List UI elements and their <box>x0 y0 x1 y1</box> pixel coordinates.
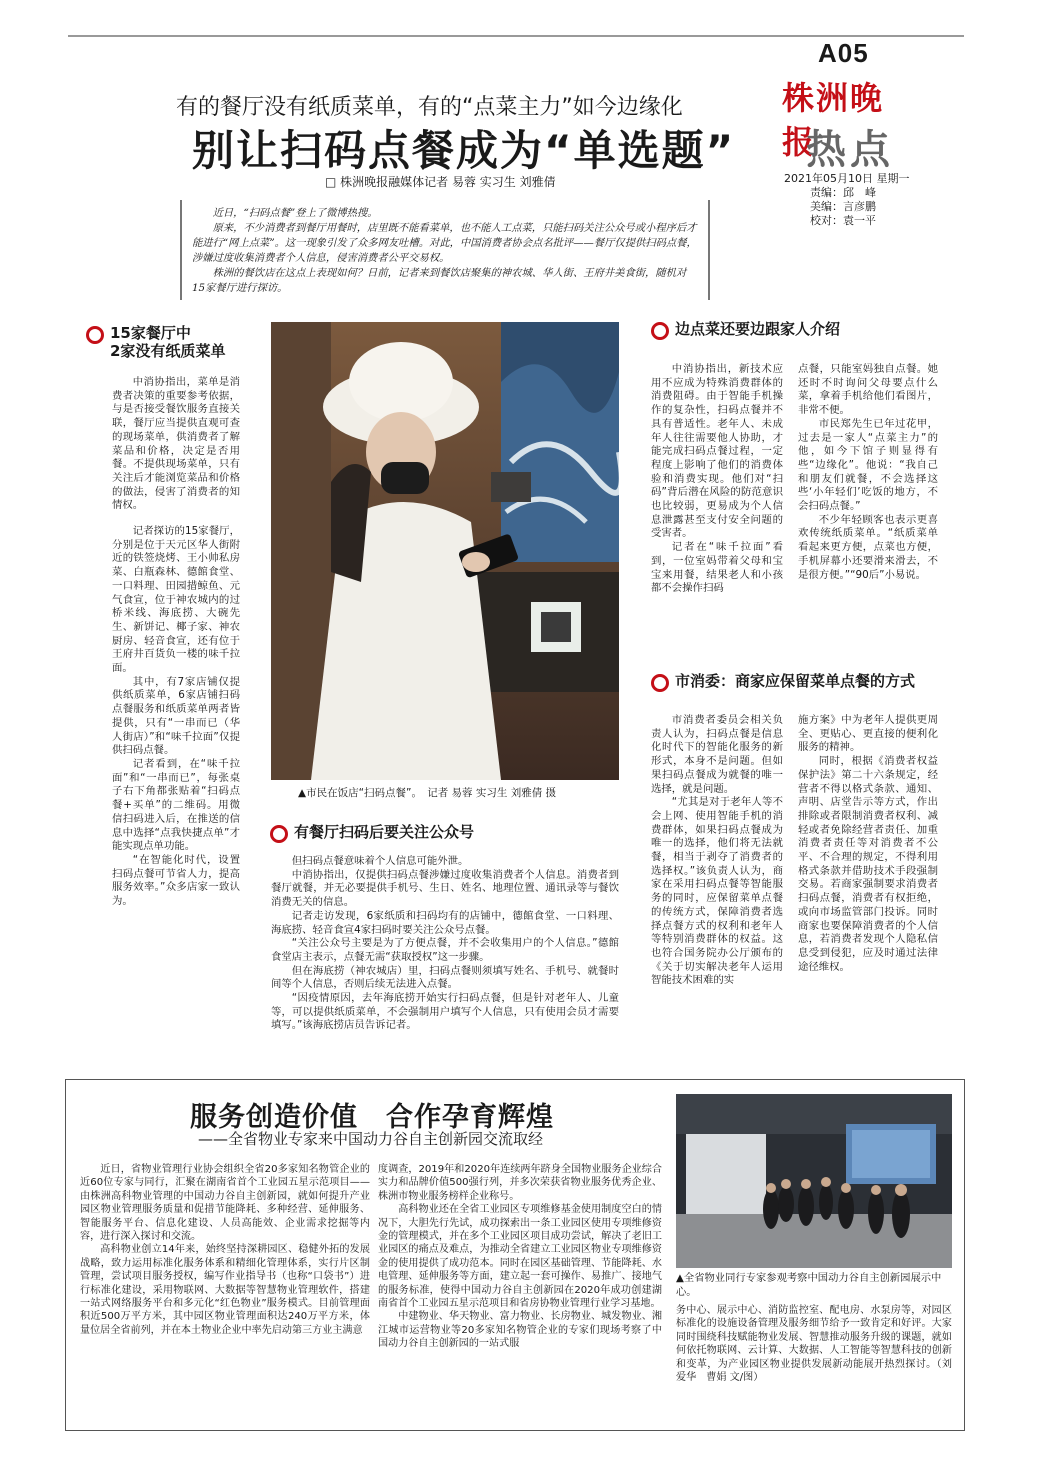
body-paragraph: 同时，根据《消费者权益保护法》第二十六条规定，经营者不得以格式条款、通知、声明、店堂告示等方式，作出排除或者限制消费者权利、减轻或者免除经营者责任、加重消费者责任等对消费者不公平、不合理的规定，不得利用格式条款并借助技术手段强制交易。若商家强制要求消费者扫码点餐，消费者有权拒绝，或向市场监管部门投诉。同时商家也要保障消费者的个人信息，若消费者发现个人隐私信息受到侵犯，应及时通过法律途径维权。 <box>798 755 938 973</box>
article-headline: 别让扫码点餐成为“单选题” <box>192 126 736 175</box>
issue-meta <box>784 172 910 228</box>
body-paragraph: 高科物业还在全省工业园区专项维修基金使用制度空白的情况下，大胆先行先试，成功探索出一条工业园区使用专项维修资金的管理模式，并在多个工业园区项目成功尝试，解决了老旧工业园区的痛点及难点，为推动全省建立工业园区物业专项维修资金的使用提供了成功范本。同时在园区基础管理、节能降耗、水电管理、延伸服务等方面，建立起一套可操作、易推广、接地气的服务标准，使得中国动力谷自主创新园在2020年成功创建湖南省首个工业园五星示范项目和省房协物业管理行业学习基地。 <box>378 1204 662 1310</box>
body-paragraph: 高科物业创立14年来，始终坚持深耕园区、稳健外拓的发展战略，致力运用标准化服务体系和精细化管理体系，实行片区制管理，尝试项目服务授权，编写作业指导书（也称“口袋书”）进行标准化建设，采用物联网、大数据等智慧物业管理软件，搭建一站式网络服务平台和多元化“红色物业”服务模式。目前管理面积近500万平方米，其中园区物业管理面积达240万平方米，体量位居全省前列，并在本土物业企业中率先启动第三方业主满意 <box>80 1244 370 1336</box>
section-4-col2 <box>798 714 938 974</box>
body-paragraph: 记者走访发现，6家纸质和扫码均有的店铺中，德館食堂、一口料理、海底捞、轻音食宣4家扫码时要关注公众号点餐。 <box>271 909 619 936</box>
feature-col1 <box>80 1163 370 1337</box>
body-paragraph: 其中，有7家店铺仅提供纸质菜单，6家店铺扫码点餐服务和纸质菜单两者皆提供，只有“一串而已（华人街店）”和“味千拉面”仅提供扫码点餐。 <box>112 675 240 757</box>
body-paragraph: 市民郑先生已年过花甲，过去是一家人“点菜主力”的他，如今下馆子则显得有些“边缘化”。他说：“我自己和朋友们就餐，不会选择这些‘小年轻们’吃饭的地方，不会扫码点餐。” <box>798 417 938 513</box>
photo-caption: ▲市民在饭店“扫码点餐”。 记者 易蓉 实习生 刘雅倩 摄 <box>298 787 557 799</box>
body-paragraph: 中消协指出，新技术应用不应成为特殊消费群体的消费阻碍。由于智能手机操作的复杂性，扫码点餐并不具有普适性。老年人、未成年人往往需要他人协助，才能完成扫码点餐过程，一定程度上影响了他们的消费体验和消费实现。他们对“扫码”背后潜在风险的防范意识也比较弱，更易成为个人信息泄露甚至支付安全问题的受害者。 <box>651 363 783 540</box>
proofreader-credit: 校对：袁一平 <box>810 214 876 227</box>
lead-box <box>180 200 710 300</box>
body-paragraph: 不少年轻顾客也表示更喜欢传统纸质菜单。“纸质菜单看起来更方便，点菜也方便，手机屏幕小还要滑来滑去，不是很方便。”“90后”小易说。 <box>798 513 938 581</box>
subhead-3-text: 边点菜还要边跟家人介绍 <box>675 320 841 338</box>
section-ring-icon <box>86 326 104 344</box>
designer-credit: 美编：言彦鹏 <box>810 200 876 213</box>
body-paragraph: 中消协指出，菜单是消费者决策的重要参考依据，与是否接受餐饮服务直接关联，餐厅应当提供直观可查的现场菜单，供消费者了解菜品和价格，决定是否用餐。不提供现场菜单，只有关注后才能浏览菜品和价格的做法，侵害了消费者的知情权。 <box>112 376 240 512</box>
lead-paragraph: 近日，“扫码点餐”登上了微博热搜。 <box>212 207 378 219</box>
article-byline: □ 株洲晚报融媒体记者 易蓉 实习生 刘雅倩 <box>325 175 556 189</box>
section-4-col1 <box>651 714 783 988</box>
subhead-1-line1: 15家餐厅中 <box>110 324 191 342</box>
photo-visit-exhibition <box>676 1094 952 1268</box>
feature-title: 服务创造价值 合作孕育辉煌 <box>190 1102 554 1133</box>
body-paragraph: 记者看到，在“味千拉面”和“一串而已”，每张桌子右下角都张贴着“扫码点餐+买单”的二维码。用微信扫码进入后，在推送的信息中选择“点我快捷点单”才能实现点单功能。 <box>112 757 240 853</box>
photo-woman-scanning-qr <box>271 322 619 780</box>
section-3-col2 <box>798 363 938 582</box>
body-paragraph: 市消费者委员会相关负责人认为，扫码点餐是信息化时代下的智能化服务的新形式，本身不是问题。但如果扫码点餐成为就餐的唯一选择，就是问题。 <box>651 714 783 795</box>
body-paragraph: 点餐，只能室妈独自点餐。她还时不时询问父母要点什么菜，拿着手机给他们看图片，非常不便。 <box>798 363 938 417</box>
section-1-body <box>112 376 240 909</box>
body-paragraph: 记者在“味千拉面”看到，一位室妈带着父母和宝宝来用餐，结果老人和小孩都不会操作扫码 <box>651 541 783 595</box>
section-2-body <box>271 855 619 1033</box>
body-paragraph: “尤其是对于老年人等不会上网、使用智能手机的消费群体，如果扫码点餐成为唯一的选择，他们将无法就餐，相当于剥夺了消费者的选择权。”该负责人认为，商家在采用扫码点餐等智能服务的同时，应保留菜单点餐的传统方式，保障消费者选择点餐方式的权利和老年人等特别消费群体的权益。这也符合国务院办公厅颁布的《关于切实解决老年人运用智能技术困难的实 <box>651 796 783 987</box>
subhead-1 <box>86 324 261 360</box>
body-paragraph: 中消协指出，仅提供扫码点餐涉嫌过度收集消费者个人信息。消费者到餐厅就餐，并无必要提供手机号、生日、姓名、地理位置、通讯录等与餐饮消费无关的信息。 <box>271 868 619 909</box>
section-ring-icon <box>651 674 669 692</box>
section-ring-icon <box>270 825 288 843</box>
editor-credit: 责编：邱 峰 <box>810 186 876 199</box>
section-3-col1 <box>651 363 783 596</box>
lead-paragraph: 株洲的餐饮店在这点上表现如何？日前，记者来到餐饮店聚集的神农城、华人街、王府井美食街，随机对15家餐厅进行探访。 <box>192 267 687 294</box>
section-tag: 热点 <box>806 126 894 173</box>
page-number: A05 <box>818 38 869 68</box>
body-paragraph: “在智能化时代，设置扫码点餐可节省人力，提高服务效率。”众多店家一致认为。 <box>112 853 240 908</box>
lead-paragraph: 原来，不少消费者到餐厅用餐时，店里既不能看菜单，也不能人工点菜，只能扫码关注公众号或小程序后才能进行“网上点菜”。这一现象引发了众多网友吐槽。对此，中国消费者协会点名批评——餐厅仅提供扫码点餐，涉嫌过度收集消费者个人信息，侵害消费者公平交易权。 <box>192 222 697 264</box>
body-paragraph: 但扫码点餐意味着个人信息可能外泄。 <box>291 855 469 867</box>
body-paragraph: 中建物业、华天物业、富力物业、长房物业、城发物业、湘江城市运营物业等20多家知名物管企业的专家们现场考察了中国动力谷自主创新园的一站式服 <box>378 1311 662 1350</box>
subhead-2 <box>270 823 610 841</box>
body-paragraph: 近日，省物业管理行业协会组织全省20多家知名物管企业的近60位专家与同行，汇聚在湖南省首个工业园五星示范项目——由株洲高科物业管理的中国动力谷自主创新园，就如何提升产业园区物业管理服务质量和促措节能降耗、多种经营、延伸服务、智能服务平台、信息化建设、人员高能效、企业需求挖掘等内容，进行深入探讨和交流。 <box>80 1164 370 1243</box>
feature-photo-caption: ▲全省物业同行专家参观考察中国动力谷自主创新园展示中心。 <box>676 1272 942 1298</box>
body-paragraph: “因疫情原因，去年海底捞开始实行扫码点餐，但是针对老年人、儿童等，可以提供纸质菜单，不会强制用户填写个人信息，只有使用会员才需要填写。”该海底捞店员告诉记者。 <box>271 992 619 1032</box>
feature-col3 <box>676 1304 952 1384</box>
top-rule <box>68 35 964 37</box>
body-paragraph: 但在海底捞（神农城店）里，扫码点餐则须填写姓名、手机号、就餐时间等个人信息，否则后续无法进入点餐。 <box>271 964 619 991</box>
photo-scan-ordering <box>271 322 619 780</box>
body-paragraph: 施方案》中为老年人提供更周全、更贴心、更直接的便利化服务的精神。 <box>798 714 938 754</box>
issue-date: 2021年05月10日 星期一 <box>784 172 910 185</box>
article-kicker: 有的餐厅没有纸质菜单，有的“点菜主力”如今边缘化 <box>176 95 683 120</box>
subhead-3 <box>651 320 941 338</box>
body-paragraph: 务中心、展示中心、消防监控室、配电房、水泵房等，对园区标准化的设施设备管理及服务细节给予一致肯定和好评。大家同时围绕科技赋能物业发展、智慧推动服务升级的课题，就如何依托物联网、云计算、大数据、人工智能等智慧科技的创新和变革，为产业园区物业提供发展新动能展开热烈探讨。（刘爱华 曹娟 文/图） <box>676 1305 952 1384</box>
subhead-2-text: 有餐厅扫码后要关注公众号 <box>294 823 475 841</box>
body-paragraph: 记者探访的15家餐厅，分别是位于天元区华人街附近的铁签烧烤、王小帅私房菜、白瓶森林、德館食堂、一口料理、田园措鲸鱼、元气食宣，位于神农城内的过桥米线、海底捞、大碗先生、新饼记、椰子家、神农厨房、轻音食宣，还有位于王府井百货负一楼的味千拉面。 <box>112 525 240 675</box>
newspaper-logo: 株洲晚报 <box>782 79 885 161</box>
photo-exhibition-hall <box>676 1094 952 1268</box>
body-paragraph: 度调查，2019年和2020年连续两年跻身全国物业服务企业综合实力和品牌价值500强行列，并多次荣获省物业服务优秀企业、株洲市物业服务榜样企业称号。 <box>378 1164 662 1202</box>
subhead-4 <box>651 672 951 690</box>
body-paragraph: “关注公众号主要是为了方便点餐，并不会收集用户的个人信息。”德館食堂店主表示，点餐无需“获取授权”这一步骤。 <box>271 937 619 963</box>
section-ring-icon <box>651 322 669 340</box>
subhead-4-text: 市消委：商家应保留菜单点餐的方式 <box>675 672 916 690</box>
feature-subtitle: ——全省物业专家来中国动力谷自主创新园交流取经 <box>198 1130 544 1148</box>
subhead-1-line2: 2家没有纸质菜单 <box>110 342 226 360</box>
feature-col2 <box>378 1163 662 1351</box>
